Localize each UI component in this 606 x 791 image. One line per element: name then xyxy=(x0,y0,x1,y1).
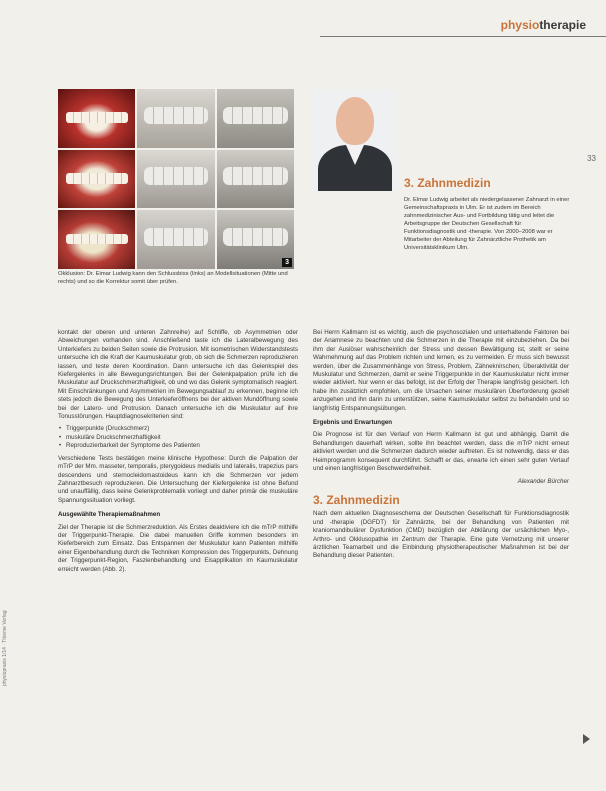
dental-cast-photo-2 xyxy=(217,89,294,148)
subheading: Ergebnis und Erwartungen xyxy=(313,419,393,427)
mouth-photo-1 xyxy=(58,89,135,148)
bullet-list xyxy=(58,425,298,450)
cast-illustration xyxy=(144,107,209,125)
dental-cast-photo-4 xyxy=(217,150,294,209)
section-label xyxy=(501,18,586,32)
section-label-suffix: therapie xyxy=(539,18,586,32)
paragraph: Die Prognose ist für den Verlauf von Herrn Kallmann ist gut und abhängig. Damit die Behandlungen dauerhaft wirken, sollte ihn beachtet werden, dass die mTrP nicht erneut aktiviert werden und die Schmerzen dadurch wieder auftreten. Es ist notwendig, dass er das Heimprogramm konsequent durchführt. Schafft er das, erwarte ich einen sehr guten Verlauf und einen langfristigen Beschwerdefreiheit. xyxy=(313,431,569,473)
portrait-head xyxy=(336,97,374,145)
dental-cast-photo-6 xyxy=(217,210,294,269)
paragraph: Verschiedene Tests bestätigen meine klinische Hypothese: Durch die Palpation der mTrP der Mm. masseter, temporalis, pterygoideus medialis und lateralis, trapezius pars descendens und sternocleidomastoideus kann ich die Schmerzen vor jedem Zahnarztbesuch reproduzieren. Die Untersuchung der Kiefergelenke ist ohne Befund und unauffällig, dass keine Gelenkproblematik vorliegt und daher primär die muskuläre Spannungssituation vorliegt. xyxy=(58,454,298,504)
cast-illustration xyxy=(144,167,209,185)
teeth-illustration xyxy=(66,112,128,123)
figure-badge: 3 xyxy=(282,258,292,267)
cast-illustration xyxy=(223,167,288,185)
list-item: • muskuläre Druckschmerzhaftigkeit xyxy=(66,434,298,442)
paragraph: Ziel der Therapie ist die Schmerzreduktion. Als Erstes deaktiviere ich die mTrP mithilfe der Triggerpunkt-Therapie. Die dabei manuellen Griffe kommen besonders im Kieferbereich zum Einsatz. Das Entspannen der Muskulatur kann Patienten mithilfe einer Eigenbehandlung durch die Techniken Kompression des Triggerpunkts, Dehnung der Triggerpunkt-Region, Faszienbehandlung und Eisapplikation im Kaumuskulatur erreicht werden (Abb. 2). xyxy=(58,523,298,573)
paragraph: Bei Herrn Kallmann ist es wichtig, auch die psychosozialen und unterhaltende Faktoren bei der Anamnese zu beachten und die Schmerzen in die Therapie mit einzubeziehen. Da bei ihm der Auslöser wahrscheinlich der Stress und dessen Bewältigung ist, stellt er seine Wahrnehmung auf das Problem richten und lernen, es zu vermeiden. Er muss sich bewusst werden, über die Zusammenhänge von Stress, Problem, Zähneknirschen, Überaktivität der Muskulatur und Schmerzen, damit er seine Triggerpunkte in der Kaumuskulatur nicht immer wieder aktiviert. Nur wenn er das befolgt, ist der Erfolg der Therapie langfristig gesichert. Ich habe ihn zusätzlich empfohlen, um die Ursachen seiner muskulären Überforderung gezielt anzugehen und ihn darin zu unterstützen, seine Kaumuskulatur selbst zu behandeln und so langfristig Entspannungsübungen. xyxy=(313,329,569,412)
page-number: 33 xyxy=(587,154,596,163)
dental-cast-photo-1 xyxy=(137,89,214,148)
author-signature: Alexander Bürcher xyxy=(517,477,569,485)
journal-side-note: physiopraxis 1/14 · Thieme Verlag xyxy=(2,610,8,686)
author-portrait xyxy=(312,89,398,191)
list-item: • Triggerpunkte (Druckschmerz) xyxy=(66,425,298,433)
cast-illustration xyxy=(223,107,288,125)
photo-grid xyxy=(58,89,294,269)
mouth-photo-3 xyxy=(58,210,135,269)
header-rule xyxy=(320,36,606,37)
teeth-illustration xyxy=(66,173,128,184)
cast-illustration xyxy=(144,228,209,246)
figure-caption: Okklusion: Dr. Eimar Ludwig kann den Schlussbiss (links) an Modellsituationen (Mitte und rechts) und so die Korrektur somit über prüfen. xyxy=(58,271,288,285)
dental-cast-photo-5 xyxy=(137,210,214,269)
list-item: • Reproduzierbarkeit der Symptome des Patienten xyxy=(66,442,298,450)
continue-arrow-icon xyxy=(583,734,590,744)
teeth-illustration xyxy=(66,234,128,245)
mouth-photo-2 xyxy=(58,150,135,209)
aside-author-bio: Dr. Elmar Ludwig arbeitet als niedergelassener Zahnarzt in einer Gemeinschaftspraxis in Ulm. Er ist zudem im Bereich zahnmedizinischer Aus- und Fortbildung tätig und leitet die Arbeitsgruppe der Deutschen Gesellschaft für Funktionsdiagnostik und -therapie. Von 2000–2008 war er Mitarbeiter der Abteilung für Zahnärztliche Prothetik am Universitätsklinikum Ulm. xyxy=(404,197,570,251)
section-title: 3. Zahnmedizin xyxy=(313,492,400,507)
paragraph: Nach dem aktuellen Diagnoseschema der Deutschen Gesellschaft für Funktionsdiagnostik und -therapie (DGFDT) für Zahnärzte, bei der Behandlung von Patienten mit kraniomandibulärer Dysfunktion (CMD) bezüglich der Abklärung der ursächlichen Myo-, Arthro- und Okklusopathie im Zentrum der Therapie. Eine gute Vernetzung mit unserer ärztlichen Teamarbeit und die Einbindung physiotherapeutischer Maßnahmen ist bei der Behandlung dieser Patienten. xyxy=(313,510,569,560)
right-column xyxy=(313,329,569,565)
left-column xyxy=(58,329,298,578)
section-label-prefix: physio xyxy=(500,18,540,32)
aside-title: 3. Zahnmedizin xyxy=(404,176,491,190)
subheading: Ausgewählte Therapiemaßnahmen xyxy=(58,511,161,519)
cast-illustration xyxy=(223,228,288,246)
paragraph: kontakt der oberen und unteren Zahnreihe) auf Schliffe, ob Asymmetrien oder Abweichungen vorhanden sind. Anschließend taste ich die Lateralbewegung des Unterkiefers zu beiden Seiten sowie die Protrusion. Mit isometrischen Widerstandstests untersuche ich die Kraft der Kaumuskulatur grob, ob sich die Schmerzen reproduzieren lassen, und teste deren Koordination. Dann untersuche ich das Gelenkspiel des Kiefergelenks in alle Bewegungsrichtungen. Bei der Gelenkpalpation prüfe ich die Muskulatur auf Druckschmerzhaftigkeit, ob und wo das Gelenk symptomatisch reagiert. Mit Einschränkungen und Asymmetrien im Bewegungsablauf zu erkennen, beginne ich stets jedoch die Bewegung des Unterkieferöffnens bei der aktiven Mundöffnung sowie bei der Latero- und Protrusion. Danach untersuche ich die Muskulatur auf ihre Tonusstörungen. Hauptdiagnosekriterien sind: xyxy=(58,329,298,421)
dental-cast-photo-3 xyxy=(137,150,214,209)
